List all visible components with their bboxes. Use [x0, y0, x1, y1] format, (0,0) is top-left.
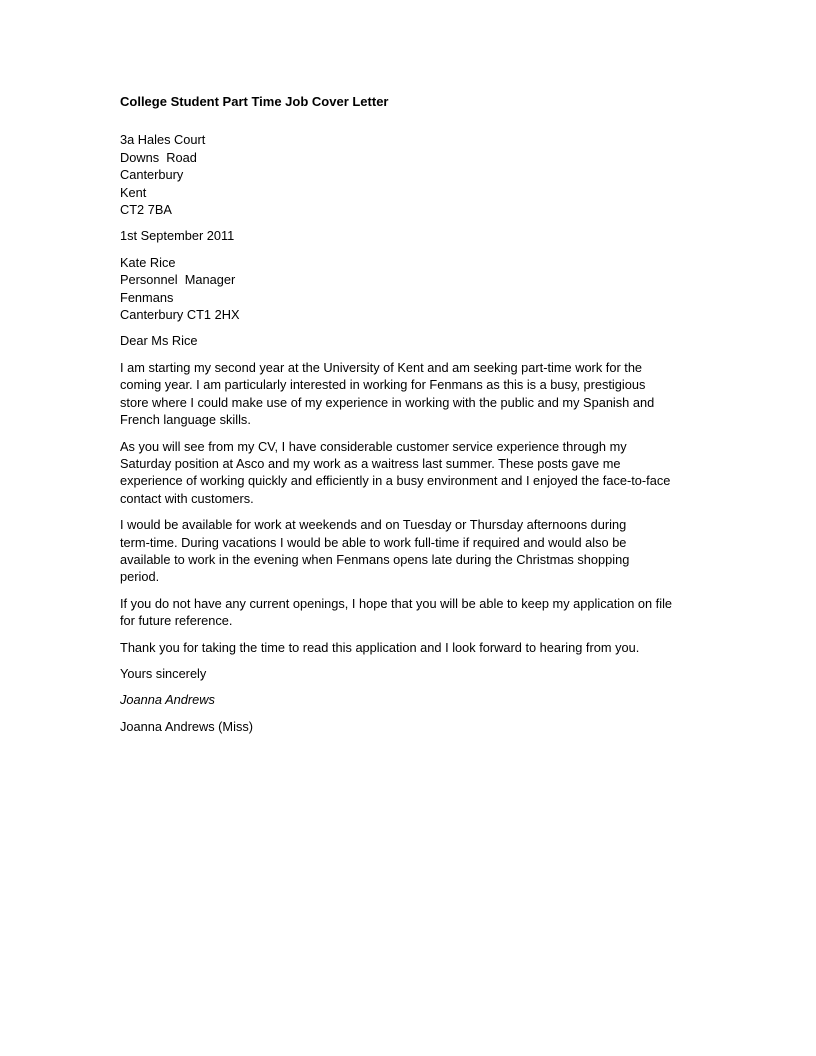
sender-address-line: Downs Road	[120, 149, 197, 165]
paragraph-line: Saturday position at Asco and my work as a waitress last summer. These posts gave me	[120, 455, 621, 471]
sender-address-line: Kent	[120, 184, 147, 200]
paragraph-line: I am starting my second year at the University of Kent and am seeking part-time work for the	[120, 359, 643, 375]
recipient-address-line: Canterbury CT1 2HX	[120, 307, 240, 323]
recipient-address-line: Fenmans	[120, 289, 174, 305]
paragraph-line: term-time. During vacations I would be able to work full-time if required and would also be	[120, 534, 627, 550]
paragraph-line: period.	[120, 569, 160, 585]
body-paragraph	[120, 516, 700, 586]
paragraph-line: If you do not have any current openings, I hope that you will be able to keep my application on file	[120, 595, 673, 611]
letter-date: 1st September 2011	[120, 228, 235, 244]
sender-address	[120, 131, 700, 218]
closing: Yours sincerely	[120, 665, 207, 681]
body-paragraph	[120, 359, 700, 429]
sender-address-line: Canterbury	[120, 167, 184, 183]
paragraph-line: I would be available for work at weekends and on Tuesday or Thursday afternoons during	[120, 517, 627, 533]
paragraph-line: French language skills.	[120, 412, 251, 428]
sender-address-line: 3a Hales Court	[120, 132, 206, 148]
paragraph-line: Thank you for taking the time to read this application and I look forward to hearing from you.	[120, 639, 640, 655]
paragraph-line: experience of working quickly and efficiently in a busy environment and I enjoyed the face-to-face	[120, 473, 671, 489]
paragraph-line: As you will see from my CV, I have considerable customer service experience through my	[120, 438, 627, 454]
recipient-address	[120, 254, 700, 324]
body-paragraph	[120, 595, 700, 630]
body-paragraph	[120, 438, 700, 508]
paragraph-line: available to work in the evening when Fenmans opens late during the Christmas shopping	[120, 551, 630, 567]
paragraph-line: store where I could make use of my experience in working with the public and my Spanish and	[120, 394, 655, 410]
recipient-address-line: Personnel Manager	[120, 272, 236, 288]
salutation: Dear Ms Rice	[120, 333, 198, 349]
document-title: College Student Part Time Job Cover Letter	[120, 94, 389, 109]
paragraph-line: coming year. I am particularly interested in working for Fenmans as this is a busy, prestigious	[120, 377, 646, 393]
letter-body	[120, 93, 700, 744]
body-paragraph	[120, 639, 700, 656]
paragraph-line: contact with customers.	[120, 490, 254, 506]
sender-address-line: CT2 7BA	[120, 202, 172, 218]
paragraph-line: for future reference.	[120, 613, 233, 629]
signature: Joanna Andrews	[120, 692, 215, 708]
recipient-address-line: Kate Rice	[120, 254, 176, 270]
signatory-name: Joanna Andrews (Miss)	[120, 718, 253, 734]
